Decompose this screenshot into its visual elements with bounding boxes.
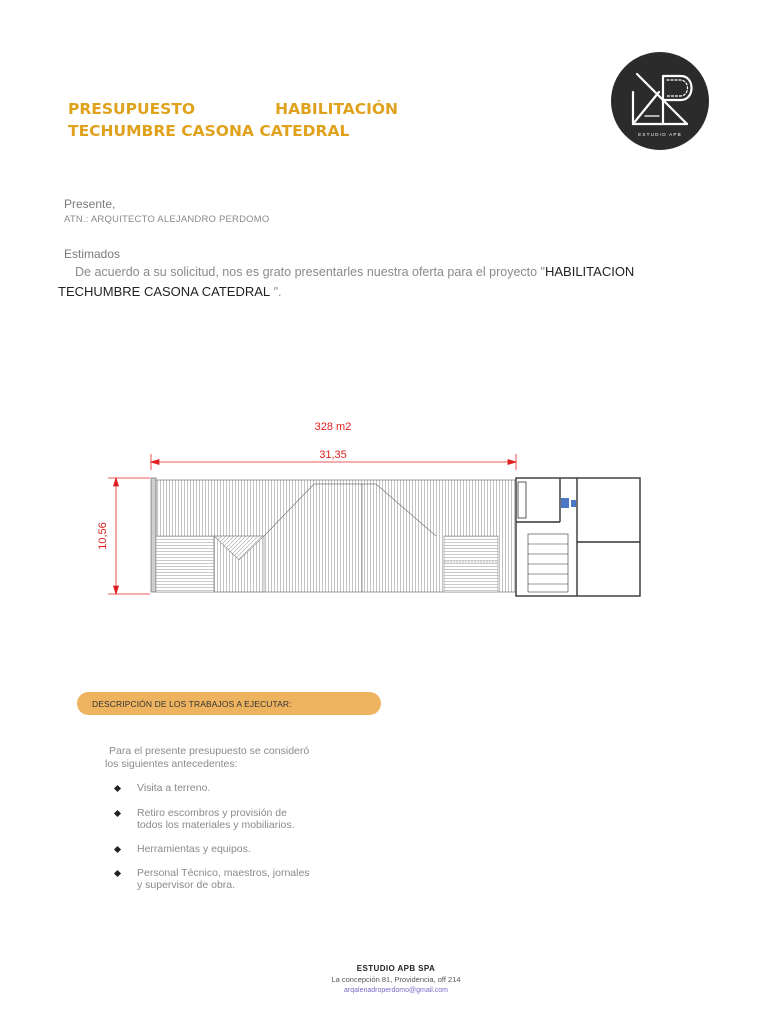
document-title [68,98,398,142]
footer-email-link[interactable]: arqalenadroperdomo@gmail.com [344,987,448,994]
intro-line-1: Para el presente presupuesto se consideró [109,745,310,757]
list-item: Retiro escombros y provisión de todos los materiales y mobiliarios. [113,807,373,831]
list-item: Personal Técnico, maestros, jornales y supervisor de obra. [113,867,373,891]
antecedents-list [113,782,373,891]
roof-outline [151,478,516,592]
intro-paragraph [58,262,718,302]
bathroom-fixture [561,498,569,508]
logo-caption: ESTUDIO APB [638,132,682,137]
project-name-a: HABILITACION [544,264,635,279]
antecedents-intro [105,745,365,771]
salutation: Estimados [64,247,121,261]
bathroom-fixture [571,500,576,507]
title-line-2: TECHUMBRE CASONA CATEDRAL [68,122,350,140]
intro-line-2: los siguientes antecedentes: [105,758,238,770]
body-text: De acuerdo a su solicitud, nos es grato presentarles nuestra oferta para el proyecto " [75,265,545,279]
title-word-habilitacion: HABILITACIÓN [275,100,398,118]
width-dimension-label: 31,35 [319,449,347,461]
footer [0,962,768,996]
attention-line: ATN.: ARQUITECTO ALEJANDRO PERDOMO [64,214,270,225]
footer-company: ESTUDIO APB SPA [356,964,436,973]
list-item: Herramientas y equipos. [113,843,373,855]
roof-plan-drawing [90,412,650,612]
project-name-b: TECHUMBRE CASONA CATEDRAL [58,284,271,299]
list-item: Visita a terreno. [113,782,373,794]
area-label: 328 m2 [314,421,352,433]
adjacent-floor-plan [516,478,640,596]
footer-address: La concepción 81, Providencia, off 214 [331,975,461,984]
height-dimension-label: 10,56 [97,522,109,550]
section-banner [77,692,381,715]
apb-monogram-logo-icon [611,52,709,150]
section-banner-label: DESCRIPCIÓN DE LOS TRABAJOS A EJECUTAR: [92,698,292,709]
body-end: ". [270,285,282,299]
greeting: Presente, [64,197,116,211]
title-word-presupuesto: PRESUPUESTO [68,100,196,118]
